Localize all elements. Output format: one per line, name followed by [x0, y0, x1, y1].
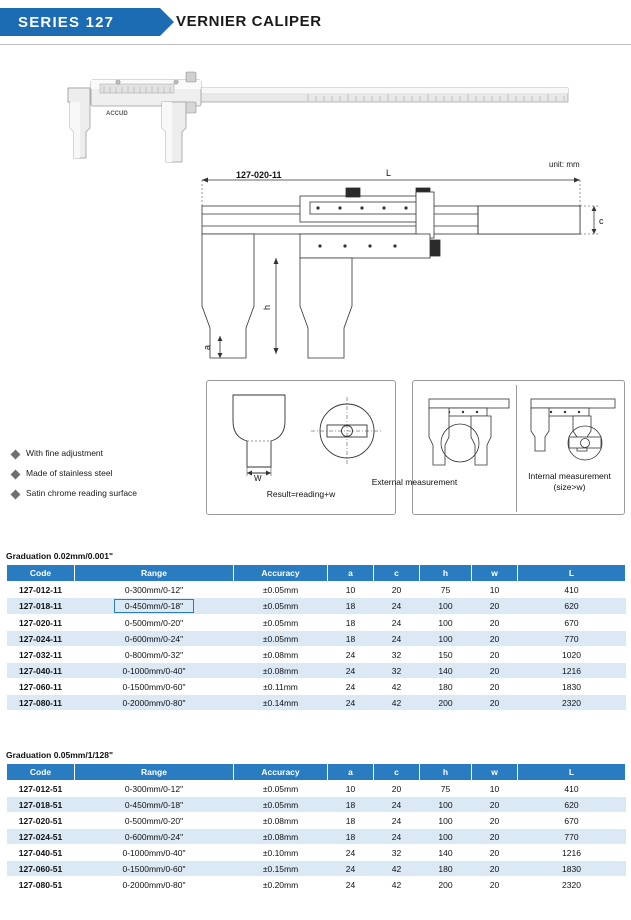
cell-c: 20 — [374, 781, 420, 797]
cell-a: 18 — [328, 598, 374, 615]
cell-range: 0-600mm/0-24" — [75, 829, 234, 845]
cell-range: 0-500mm/0-20" — [75, 813, 234, 829]
cell-accuracy: ±0.08mm — [234, 813, 328, 829]
cell-L: 770 — [518, 631, 626, 647]
cell-accuracy: ±0.08mm — [234, 829, 328, 845]
page-title: VERNIER CALIPER — [176, 13, 322, 30]
cell-L: 1830 — [518, 861, 626, 877]
series-banner-arrow — [160, 8, 174, 36]
bullet-diamond-icon — [11, 470, 21, 480]
table-row — [7, 861, 626, 877]
bullet-diamond-icon — [11, 490, 21, 500]
list-item — [8, 488, 196, 499]
col-header-range: Range — [75, 565, 234, 582]
cell-h: 75 — [420, 781, 472, 797]
cell-range: 0-300mm/0-12" — [75, 781, 234, 797]
col-header-h: h — [420, 764, 472, 781]
cell-w: 20 — [472, 861, 518, 877]
cell-L: 1216 — [518, 663, 626, 679]
svg-text:W: W — [254, 474, 262, 481]
cell-a: 18 — [328, 829, 374, 845]
cell-code: 127-040-51 — [7, 845, 75, 861]
cell-accuracy: ±0.08mm — [234, 663, 328, 679]
svg-text:ACCUD: ACCUD — [106, 111, 128, 117]
cell-c: 32 — [374, 647, 420, 663]
cell-accuracy: ±0.15mm — [234, 861, 328, 877]
col-header-range: Range — [75, 764, 234, 781]
page-header — [0, 0, 631, 42]
cell-a: 24 — [328, 647, 374, 663]
cell-L: 410 — [518, 582, 626, 598]
cell-h: 180 — [420, 679, 472, 695]
table-row — [7, 647, 626, 663]
cell-a: 24 — [328, 695, 374, 711]
cell-accuracy: ±0.05mm — [234, 631, 328, 647]
cell-code: 127-080-11 — [7, 695, 75, 711]
cell-w: 20 — [472, 877, 518, 893]
cell-c: 42 — [374, 679, 420, 695]
panel-measurement-diagram — [371, 380, 625, 515]
cell-L: 2320 — [518, 877, 626, 893]
cell-code: 127-012-11 — [7, 582, 75, 598]
cell-w: 20 — [472, 631, 518, 647]
cell-accuracy: ±0.20mm — [234, 877, 328, 893]
bullet-diamond-icon — [11, 450, 21, 460]
cell-c: 24 — [374, 615, 420, 631]
cell-h: 200 — [420, 695, 472, 711]
cell-a: 24 — [328, 861, 374, 877]
table-row — [7, 598, 626, 615]
table-row — [7, 829, 626, 845]
cell-h: 200 — [420, 877, 472, 893]
unit-label: unit: mm — [549, 160, 580, 169]
cell-c: 42 — [374, 877, 420, 893]
cell-c: 24 — [374, 813, 420, 829]
cell-w: 20 — [472, 598, 518, 615]
cell-L: 670 — [518, 615, 626, 631]
cell-range: 0-1000mm/0-40" — [75, 845, 234, 861]
specs-table-002 — [6, 564, 626, 711]
cell-w: 20 — [472, 845, 518, 861]
cell-range: 0-1500mm/0-60" — [75, 679, 234, 695]
cell-w: 20 — [472, 615, 518, 631]
cell-w: 20 — [472, 813, 518, 829]
internal-measurement-diagram — [523, 387, 621, 472]
cell-a: 18 — [328, 631, 374, 647]
table-row — [7, 781, 626, 797]
col-header-w: w — [472, 565, 518, 582]
cell-w: 20 — [472, 829, 518, 845]
cell-accuracy: ±0.05mm — [234, 582, 328, 598]
feature-label: Satin chrome reading surface — [26, 488, 138, 498]
cell-L: 410 — [518, 781, 626, 797]
cell-a: 24 — [328, 663, 374, 679]
col-header-w: w — [472, 764, 518, 781]
cell-range: 0-800mm/0-32" — [75, 647, 234, 663]
cell-a: 10 — [328, 582, 374, 598]
cell-code: 127-060-11 — [7, 679, 75, 695]
cell-h: 140 — [420, 845, 472, 861]
table-row — [7, 679, 626, 695]
col-header-c: c — [374, 764, 420, 781]
panel-result-diagram — [206, 380, 396, 515]
table-row — [7, 695, 626, 711]
cell-h: 150 — [420, 647, 472, 663]
graduation-title: Graduation 0.02mm/0.001" — [6, 551, 114, 561]
cell-range: 0-1000mm/0-40" — [75, 663, 234, 679]
cell-code: 127-060-51 — [7, 861, 75, 877]
header-divider — [0, 44, 631, 45]
cell-w: 20 — [472, 679, 518, 695]
cell-range: 0-450mm/0-18" — [75, 797, 234, 813]
cell-range: 0-2000mm/0-80" — [75, 877, 234, 893]
list-item — [8, 468, 196, 479]
table-row — [7, 615, 626, 631]
cell-L: 2320 — [518, 695, 626, 711]
col-header-c: c — [374, 565, 420, 582]
cell-c: 32 — [374, 663, 420, 679]
cell-code: 127-024-11 — [7, 631, 75, 647]
cell-code: 127-018-11 — [7, 598, 75, 615]
feature-label: With fine adjustment — [26, 448, 104, 458]
cell-accuracy: ±0.14mm — [234, 695, 328, 711]
dim-L-label: L — [386, 168, 392, 178]
cell-a: 24 — [328, 845, 374, 861]
cell-L: 620 — [518, 797, 626, 813]
cell-accuracy: ±0.05mm — [234, 598, 328, 615]
cell-w: 20 — [472, 663, 518, 679]
cell-L: 1830 — [518, 679, 626, 695]
cell-h: 75 — [420, 582, 472, 598]
cell-code: 127-020-51 — [7, 813, 75, 829]
cell-h: 100 — [420, 631, 472, 647]
feature-label: Made of stainless steel — [26, 468, 113, 478]
product-photo-area — [0, 50, 631, 180]
external-measurement-diagram — [419, 387, 513, 472]
caliper-photo — [58, 58, 578, 168]
panel-result-caption: Result=reading+w — [266, 489, 336, 499]
dim-a-label: a — [202, 344, 212, 350]
table-row — [7, 797, 626, 813]
cell-w: 20 — [472, 647, 518, 663]
cell-L: 670 — [518, 813, 626, 829]
cell-L: 1020 — [518, 647, 626, 663]
product-model-label: 127-020-11 — [236, 170, 282, 180]
cell-code: 127-040-11 — [7, 663, 75, 679]
cell-code: 127-012-51 — [7, 781, 75, 797]
cell-h: 100 — [420, 598, 472, 615]
col-header-code: Code — [7, 764, 75, 781]
table-row — [7, 845, 626, 861]
internal-measurement-caption: Internal measurement (size>w) — [528, 471, 611, 492]
table-block-002 — [6, 551, 625, 711]
col-header-L: L — [518, 565, 626, 582]
table-row — [7, 631, 626, 647]
cell-accuracy: ±0.05mm — [234, 781, 328, 797]
cell-c: 42 — [374, 861, 420, 877]
cell-w: 20 — [472, 797, 518, 813]
features-list — [8, 448, 196, 518]
cell-w: 20 — [472, 695, 518, 711]
col-header-a: a — [328, 764, 374, 781]
cell-a: 18 — [328, 615, 374, 631]
col-header-accuracy: Accuracy — [234, 565, 328, 582]
cell-code: 127-032-11 — [7, 647, 75, 663]
table-block-005 — [6, 750, 625, 893]
cell-range: 0-1500mm/0-60" — [75, 861, 234, 877]
cell-range: 0-300mm/0-12" — [75, 582, 234, 598]
graduation-title: Graduation 0.05mm/1/128" — [6, 750, 114, 760]
cell-a: 10 — [328, 781, 374, 797]
cell-h: 100 — [420, 829, 472, 845]
cell-range: 0-2000mm/0-80" — [75, 695, 234, 711]
dim-h-label: h — [262, 304, 272, 310]
cell-a: 24 — [328, 877, 374, 893]
technical-drawing — [190, 158, 610, 373]
cell-h: 100 — [420, 797, 472, 813]
cell-c: 32 — [374, 845, 420, 861]
cell-accuracy: ±0.10mm — [234, 845, 328, 861]
cell-c: 24 — [374, 598, 420, 615]
cell-L: 620 — [518, 598, 626, 615]
cell-h: 100 — [420, 615, 472, 631]
table-row — [7, 663, 626, 679]
cell-h: 100 — [420, 813, 472, 829]
col-header-code: Code — [7, 565, 75, 582]
table-row — [7, 877, 626, 893]
cell-accuracy: ±0.11mm — [234, 679, 328, 695]
cell-w: 10 — [472, 582, 518, 598]
cell-h: 180 — [420, 861, 472, 877]
series-label: SERIES 127 — [18, 14, 115, 31]
table-row — [7, 582, 626, 598]
cell-a: 24 — [328, 679, 374, 695]
table-header-row — [7, 565, 626, 582]
cell-accuracy: ±0.08mm — [234, 647, 328, 663]
cell-a: 18 — [328, 797, 374, 813]
cell-code: 127-020-11 — [7, 615, 75, 631]
jaw-w-diagram — [207, 381, 395, 481]
col-header-h: h — [420, 565, 472, 582]
highlighted-range: 0-450mm/0-18" — [114, 599, 194, 613]
cell-accuracy: ±0.05mm — [234, 797, 328, 813]
cell-w: 10 — [472, 781, 518, 797]
cell-range: 0-600mm/0-24" — [75, 631, 234, 647]
cell-c: 24 — [374, 797, 420, 813]
specs-table-005 — [6, 763, 626, 893]
cell-c: 42 — [374, 695, 420, 711]
list-item — [8, 448, 196, 459]
cell-L: 770 — [518, 829, 626, 845]
cell-c: 24 — [374, 829, 420, 845]
table-header-row — [7, 764, 626, 781]
cell-c: 20 — [374, 582, 420, 598]
dim-c-label: c — [599, 216, 604, 226]
cell-code: 127-080-51 — [7, 877, 75, 893]
cell-accuracy: ±0.05mm — [234, 615, 328, 631]
cell-code: 127-024-51 — [7, 829, 75, 845]
cell-range: 0-500mm/0-20" — [75, 615, 234, 631]
cell-c: 24 — [374, 631, 420, 647]
cell-code: 127-018-51 — [7, 797, 75, 813]
col-header-accuracy: Accuracy — [234, 764, 328, 781]
cell-h: 140 — [420, 663, 472, 679]
external-measurement-caption: External measurement — [371, 477, 458, 487]
table-row — [7, 813, 626, 829]
cell-a: 18 — [328, 813, 374, 829]
cell-range — [75, 598, 234, 615]
col-header-a: a — [328, 565, 374, 582]
col-header-L: L — [518, 764, 626, 781]
cell-L: 1216 — [518, 845, 626, 861]
